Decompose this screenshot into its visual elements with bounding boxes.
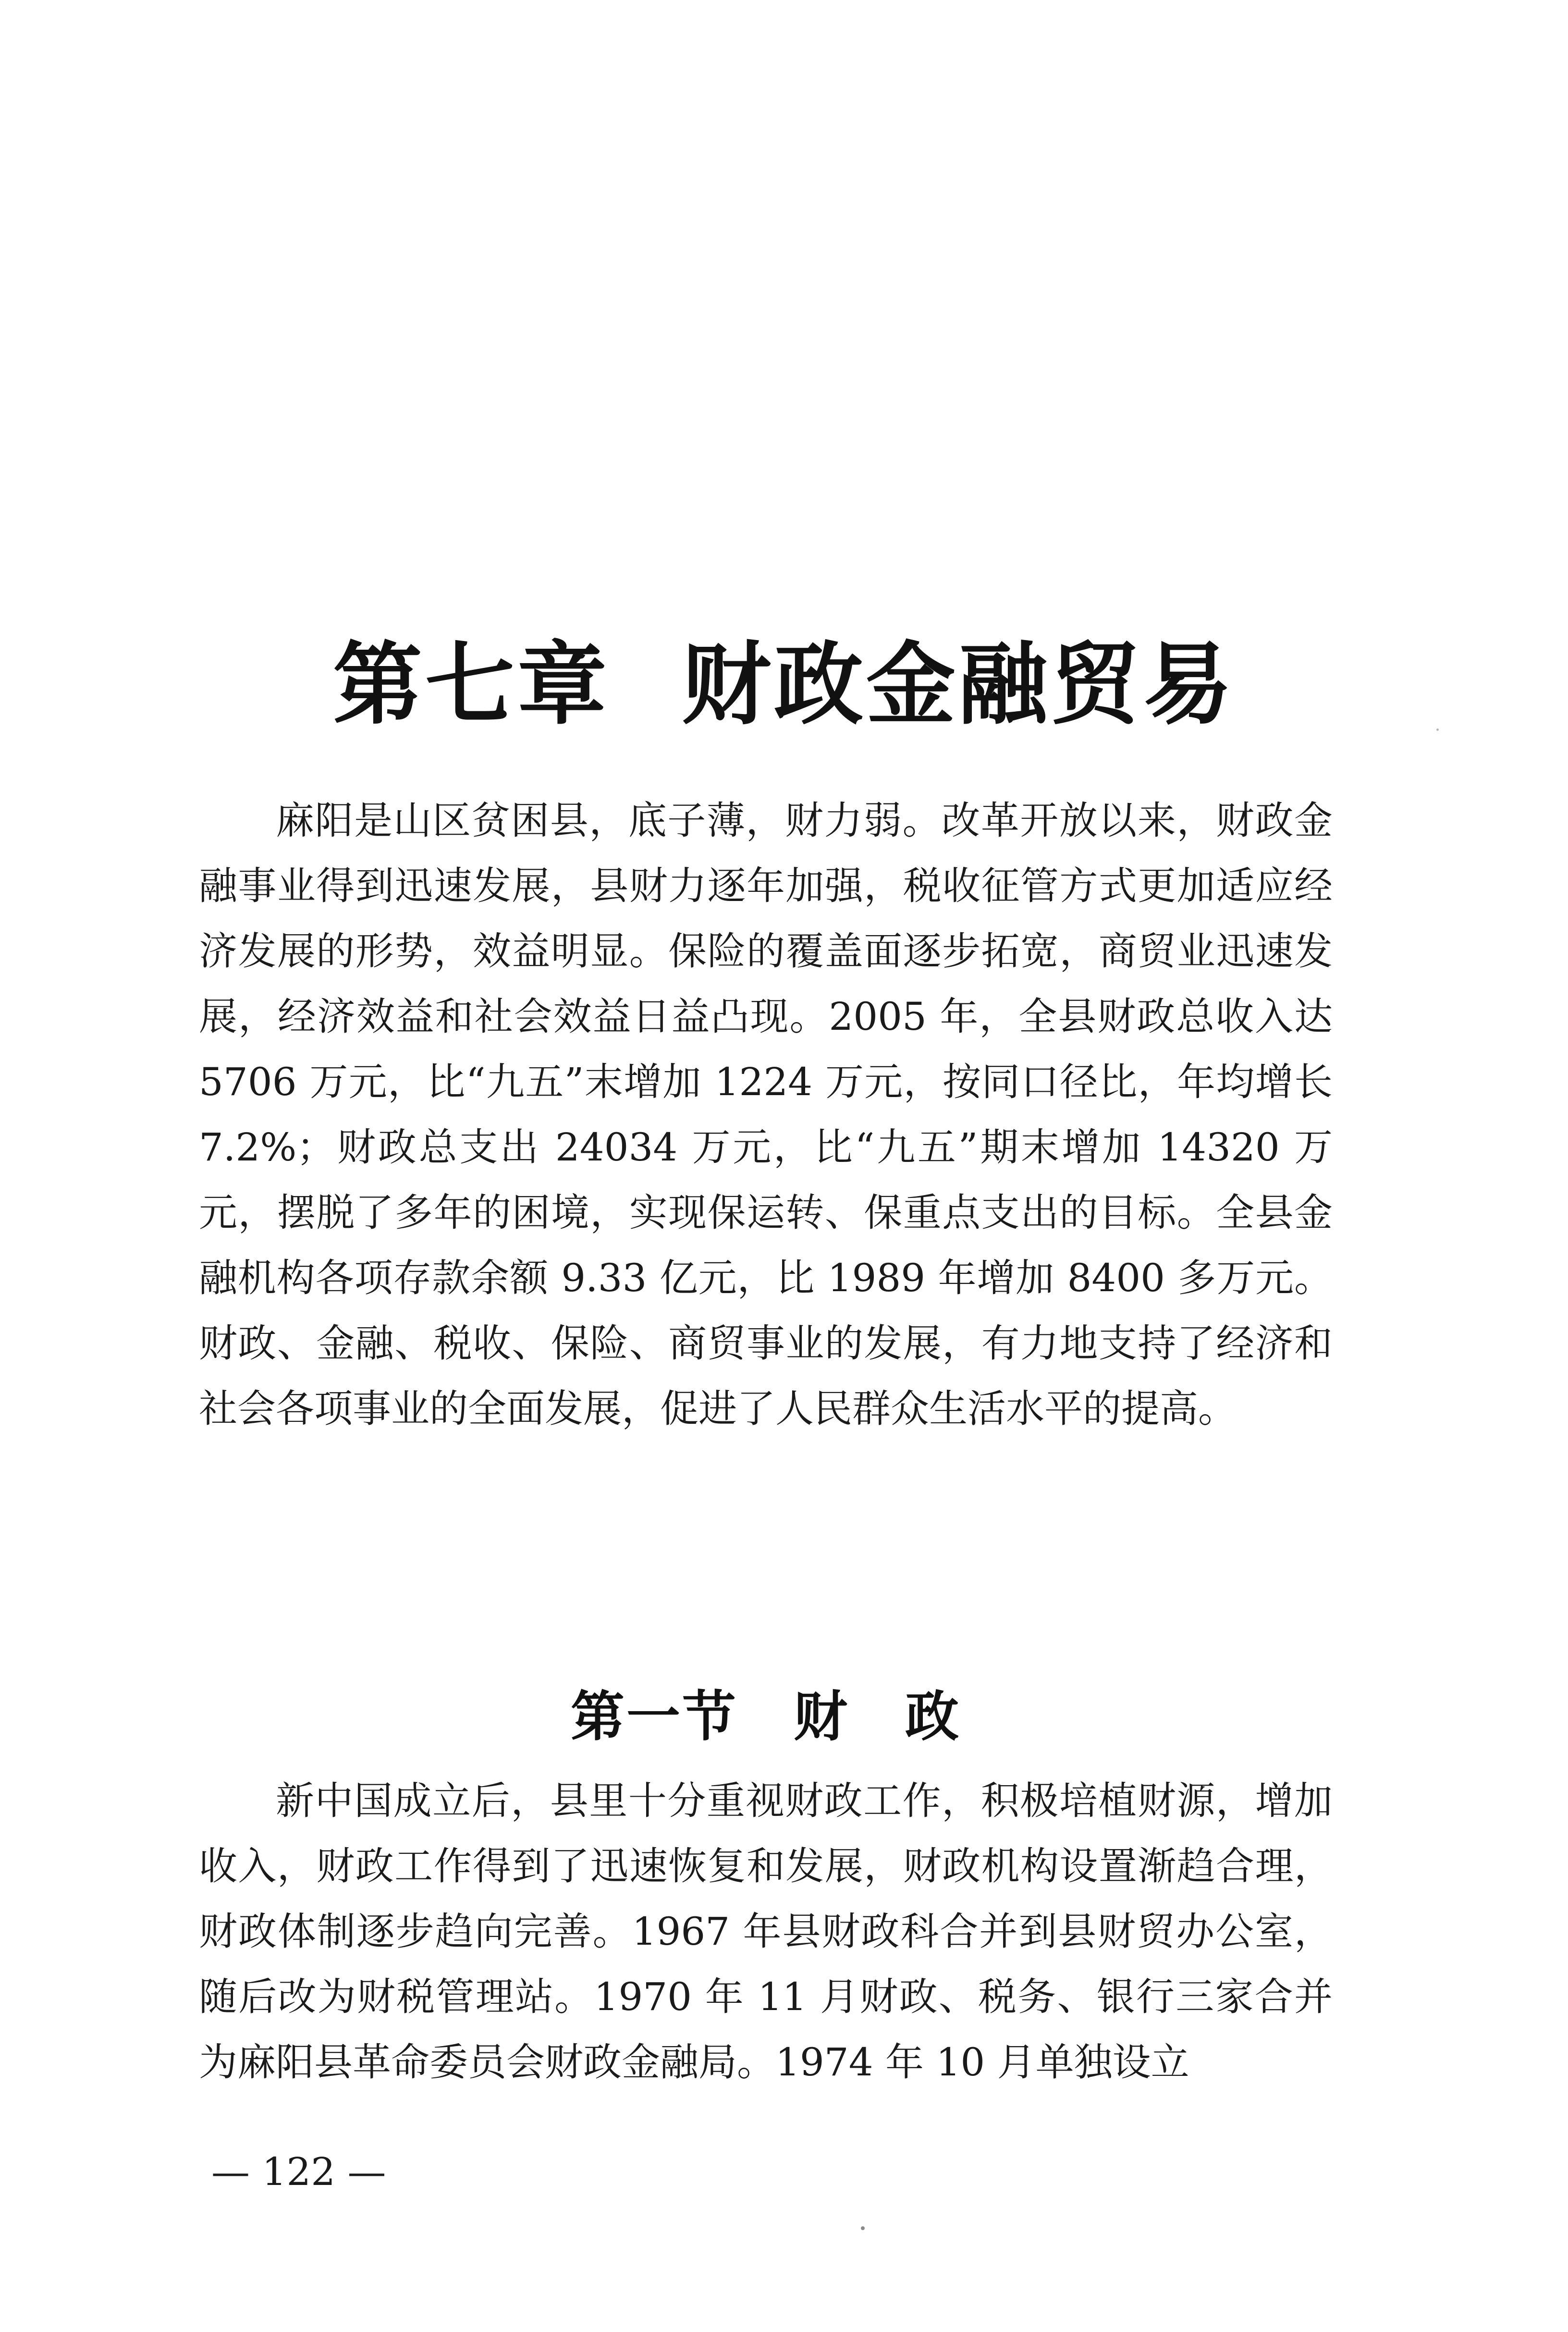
chapter-title: [202, 632, 1366, 738]
chapter-number: 第七章: [332, 632, 610, 737]
scan-speck: [1436, 728, 1439, 731]
chapter-name: 财政金融贸易: [682, 632, 1236, 737]
page-number: — 122 —: [211, 2149, 386, 2194]
intro-paragraph: 麻阳是山区贫困县，底子薄，财力弱。改革开放以来，财政金融事业得到迅速发展，县财力逐年加强，税收征管方式更加适应经济发展的形势，效益明显。保险的覆盖面逐步拓宽，商贸业迅速发展，经济效益和社会效益日益凸现。2005 年，全县财政总收入达 5706 万元，比“九五”末增加 1224 万元，按同口径比，年均增长 7.2%；财政总支出 24034 万元，比“九五”期末增加 14320 万元，摆脱了多年的困境，实现保运转、保重点支出的目标。全县金融机构各项存款余额 9.33 亿元，比 1989 年增加 8400 多万元。财政、金融、税收、保险、商贸事业的发展，有力地支持了经济和社会各项事业的全面发展，促进了人民群众生活水平的提高。: [199, 798, 1333, 1431]
section-paragraph: 新中国成立后，县里十分重视财政工作，积极培植财源，增加收入，财政工作得到了迅速恢复和发展，财政机构设置渐趋合理，财政体制逐步趋向完善。1967 年县财政科合并到县财贸办公室，随后改为财税管理站。1970 年 11 月财政、税务、银行三家合并为麻阳县革命委员会财政金融局。1974 年 10 月单独设立: [199, 1778, 1333, 2085]
scan-speck: [861, 2226, 865, 2230]
section-title: 第一节 财 政: [571, 1685, 961, 1748]
